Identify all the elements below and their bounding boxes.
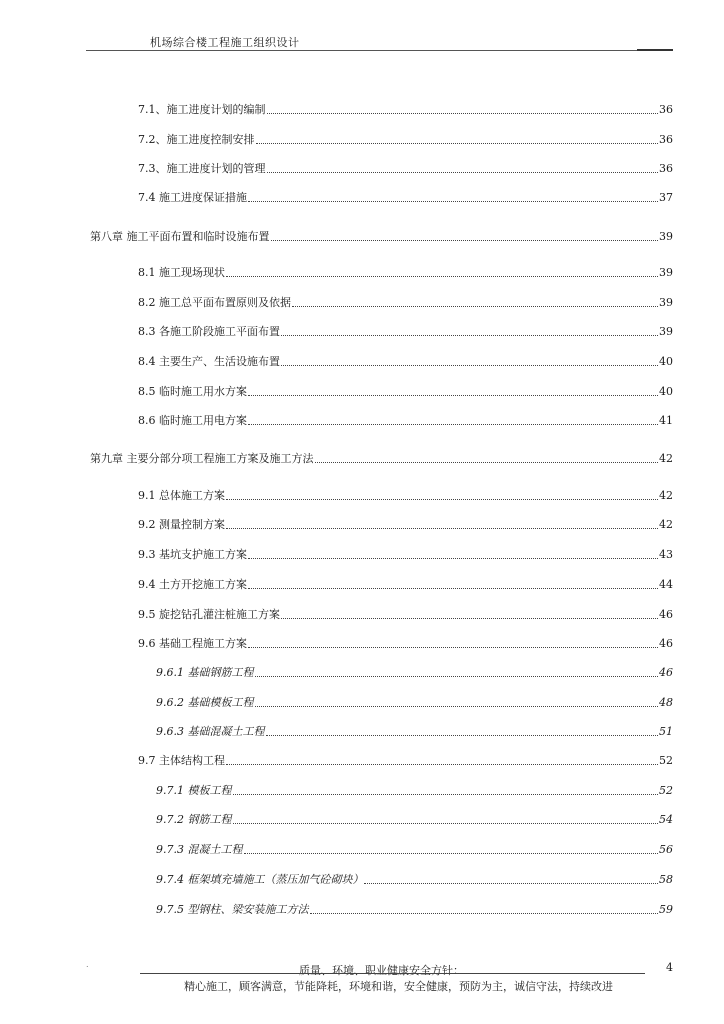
- toc-section-entry[interactable]: [138, 294, 673, 310]
- toc-dot-leader: [248, 587, 658, 589]
- toc-subsection-entry[interactable]: [156, 664, 673, 680]
- toc-entry-page: 36: [659, 162, 673, 175]
- toc-entry-title: 9.4 土方开挖施工方案: [138, 578, 247, 591]
- toc-entry-page: 44: [659, 578, 673, 591]
- toc-section-entry[interactable]: [138, 264, 673, 280]
- toc-dot-leader: [248, 394, 658, 396]
- toc-dot-leader: [244, 852, 659, 854]
- toc-entry-title: 9.6 基础工程施工方案: [138, 637, 247, 650]
- toc-entry-page: 39: [659, 296, 673, 309]
- toc-subsection-entry[interactable]: [156, 723, 673, 739]
- toc-entry-page: 36: [659, 103, 673, 116]
- toc-entry-page: 48: [659, 696, 673, 709]
- toc-entry-title: 9.7.4 框架填充墙施工（蒸压加气砼砌块）: [156, 873, 364, 886]
- toc-chapter-entry[interactable]: [90, 450, 673, 466]
- toc-section-entry[interactable]: [138, 131, 673, 147]
- toc-subsection-entry[interactable]: [156, 694, 673, 710]
- toc-entry-title: 7.3、施工进度计划的管理: [138, 162, 266, 175]
- toc-entry-page: 40: [659, 355, 673, 368]
- toc-dot-leader: [256, 142, 659, 144]
- toc-entry-title: 7.2、施工进度控制安排: [138, 133, 255, 146]
- toc-chapter-entry[interactable]: [90, 228, 673, 244]
- toc-dot-leader: [292, 305, 658, 307]
- toc-entry-title: 9.7.1 模板工程: [156, 784, 232, 797]
- toc-dot-leader: [310, 912, 659, 914]
- footer-policy-text: 精心施工，顾客满意，节能降耗，环境和谐，安全健康，预防为主，诚信守法，持续改进: [184, 980, 613, 993]
- toc-entry-title: 7.4 施工进度保证措施: [138, 191, 247, 204]
- header-divider-accent: [637, 49, 673, 51]
- toc-subsection-entry[interactable]: [156, 871, 673, 887]
- toc-entry-page: 51: [659, 725, 673, 738]
- toc-entry-title: 8.5 临时施工用水方案: [138, 385, 247, 398]
- toc-entry-title: 第八章 施工平面布置和临时设施布置: [90, 230, 270, 243]
- toc-entry-page: 59: [659, 903, 673, 916]
- toc-section-entry[interactable]: [138, 606, 673, 622]
- toc-section-entry[interactable]: [138, 412, 673, 428]
- toc-entry-title: 9.2 测量控制方案: [138, 518, 225, 531]
- toc-entry-title: 8.4 主要生产、生活设施布置: [138, 355, 280, 368]
- toc-entry-page: 39: [659, 230, 673, 243]
- toc-entry-page: 40: [659, 385, 673, 398]
- toc-entry-title: 8.3 各施工阶段施工平面布置: [138, 325, 280, 338]
- toc-section-entry[interactable]: [138, 189, 673, 205]
- toc-entry-page: 54: [659, 813, 673, 826]
- toc-dot-leader: [226, 275, 658, 277]
- toc-entry-page: 46: [659, 666, 673, 679]
- toc-section-entry[interactable]: [138, 323, 673, 339]
- toc-entry-title: 9.7.3 混凝土工程: [156, 843, 243, 856]
- toc-dot-leader: [315, 461, 659, 463]
- toc-section-entry[interactable]: [138, 383, 673, 399]
- toc-entry-title: 8.6 临时施工用电方案: [138, 414, 247, 427]
- toc-entry-title: 9.6.3 基础混凝土工程: [156, 725, 265, 738]
- toc-section-entry[interactable]: [138, 635, 673, 651]
- header-divider: [86, 50, 673, 51]
- toc-entry-title: 9.6.1 基础钢筋工程: [156, 666, 254, 679]
- toc-entry-title: 8.2 施工总平面布置原则及依据: [138, 296, 291, 309]
- toc-entry-page: 37: [659, 191, 673, 204]
- toc-dot-leader: [266, 734, 659, 736]
- toc-dot-leader: [255, 675, 659, 677]
- toc-dot-leader: [226, 498, 658, 500]
- toc-entry-title: 9.6.2 基础模板工程: [156, 696, 254, 709]
- toc-entry-page: 39: [659, 325, 673, 338]
- toc-dot-leader: [233, 793, 659, 795]
- toc-section-entry[interactable]: [138, 752, 673, 768]
- toc-entry-page: 52: [659, 784, 673, 797]
- toc-dot-leader: [248, 423, 658, 425]
- toc-dot-leader: [255, 705, 659, 707]
- toc-dot-leader: [271, 239, 659, 241]
- toc-dot-leader: [226, 763, 658, 765]
- toc-subsection-entry[interactable]: [156, 841, 673, 857]
- toc-dot-leader: [267, 171, 659, 173]
- toc-entry-title: 9.1 总体施工方案: [138, 489, 225, 502]
- toc-entry-page: 42: [659, 518, 673, 531]
- footer-policy-title: 质量、环境、职业健康安全方针：: [299, 964, 464, 977]
- toc-entry-page: 46: [659, 608, 673, 621]
- toc-subsection-entry[interactable]: [156, 811, 673, 827]
- toc-entry-page: 42: [659, 452, 673, 465]
- toc-dot-leader: [226, 527, 658, 529]
- toc-entry-title: 9.7 主体结构工程: [138, 754, 225, 767]
- document-title: 机场综合楼工程施工组织设计: [150, 36, 300, 49]
- toc-dot-leader: [364, 882, 658, 884]
- toc-section-entry[interactable]: [138, 487, 673, 503]
- toc-entry-title: 9.7.5 型钢柱、梁安装施工方法: [156, 903, 309, 916]
- toc-entry-page: 36: [659, 133, 673, 146]
- toc-dot-leader: [233, 822, 659, 824]
- toc-dot-leader: [267, 112, 659, 114]
- toc-entry-title: 9.3 基坑支护施工方案: [138, 548, 247, 561]
- toc-dot-leader: [281, 334, 658, 336]
- toc-section-entry[interactable]: [138, 101, 673, 117]
- toc-dot-leader: [248, 200, 658, 202]
- toc-entry-page: 43: [659, 548, 673, 561]
- toc-entry-title: 第九章 主要分部分项工程施工方案及施工方法: [90, 452, 314, 465]
- toc-entry-page: 41: [659, 414, 673, 427]
- footer-divider: [140, 973, 645, 974]
- page-number: 4: [666, 961, 673, 974]
- toc-dot-leader: [248, 646, 658, 648]
- toc-section-entry[interactable]: [138, 546, 673, 562]
- toc-section-entry[interactable]: [138, 576, 673, 592]
- toc-entry-page: 42: [659, 489, 673, 502]
- toc-entry-page: 58: [659, 873, 673, 886]
- toc-subsection-entry[interactable]: [156, 782, 673, 798]
- footer-mark: .: [86, 960, 89, 969]
- toc-subsection-entry[interactable]: [156, 901, 673, 917]
- toc-dot-leader: [281, 617, 658, 619]
- toc-dot-leader: [248, 557, 658, 559]
- toc-entry-title: 9.7.2 钢筋工程: [156, 813, 232, 826]
- toc-dot-leader: [281, 364, 658, 366]
- toc-entry-title: 9.5 旋挖钻孔灌注桩施工方案: [138, 608, 280, 621]
- toc-section-entry[interactable]: [138, 516, 673, 532]
- toc-entry-page: 56: [659, 843, 673, 856]
- toc-entry-title: 7.1、施工进度计划的编制: [138, 103, 266, 116]
- toc-entry-page: 39: [659, 266, 673, 279]
- toc-section-entry[interactable]: [138, 353, 673, 369]
- toc-entry-title: 8.1 施工现场现状: [138, 266, 225, 279]
- toc-section-entry[interactable]: [138, 160, 673, 176]
- toc-entry-page: 46: [659, 637, 673, 650]
- toc-entry-page: 52: [659, 754, 673, 767]
